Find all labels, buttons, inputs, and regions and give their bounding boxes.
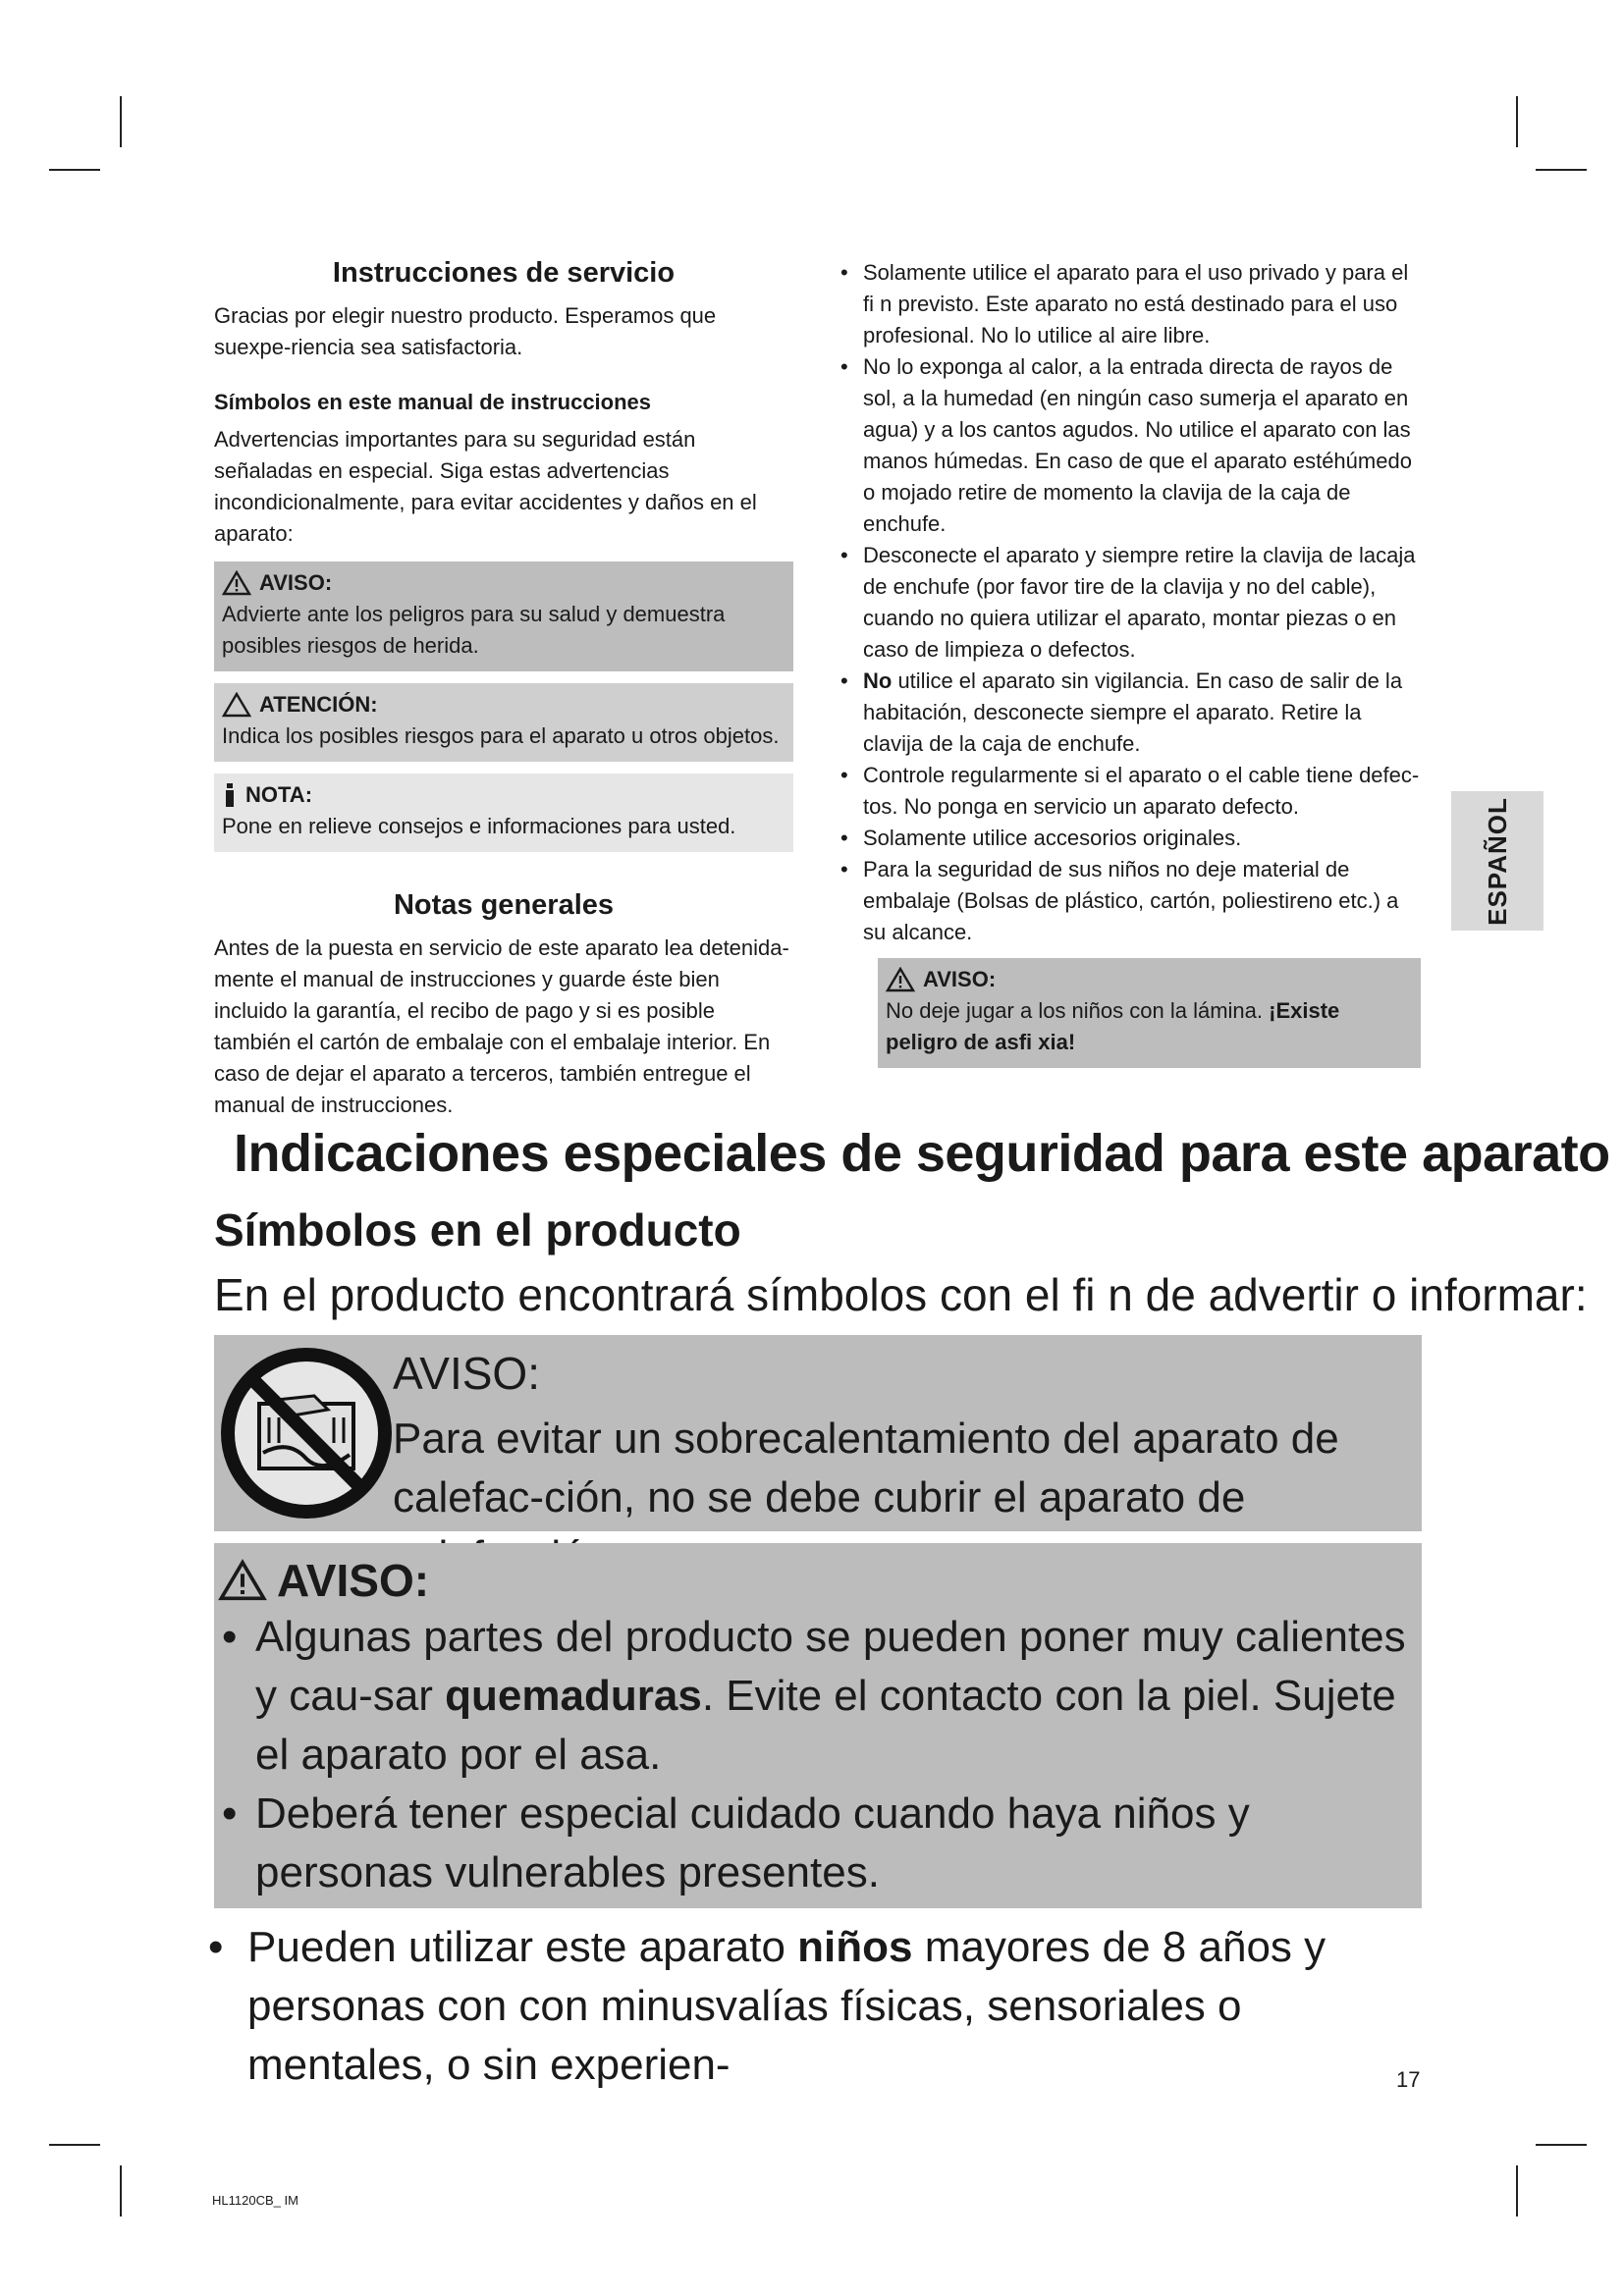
thanks-text: Gracias por elegir nuestro producto. Esperamos que suexpe-riencia sea satisfactoria. xyxy=(214,303,717,359)
big-title: Indicaciones especiales de seguridad para este aparato xyxy=(234,1124,1610,1183)
atencion-title: ATENCIÓN: xyxy=(259,692,378,717)
aviso-text: Advierte ante los peligros para su salud y demuestra posibles riesgos de herida. xyxy=(222,602,726,658)
list-item: • Para la seguridad de sus niños no deje material de embalaje (Bolsas de plástico, cartón, poliestireno etc.) a su alcance. xyxy=(837,854,1421,948)
list-item: • Desconecte el aparato y siempre retire la clavija de lacaja de enchufe (por favor tire de la clavija y no del cable), cuando no quiera utilizar el aparato, montar piezas o en caso de limpieza o defectos. xyxy=(837,540,1421,666)
nota-box xyxy=(214,774,793,852)
crop-mark xyxy=(120,2165,122,2216)
list-item: • No lo exponga al calor, a la entrada directa de rayos de sol, a la humedad (en ningún caso sumerja el aparato en agua) y a los cantos agudos. No utilice el aparato con las manos húmedas. En caso de que el aparato estéhúmedo o mojado retire de momento la clavija de la caja de enchufe. xyxy=(837,351,1421,540)
warn2-title: AVISO: xyxy=(277,1555,430,1606)
list-item: • Controle regularmente si el aparato o el cable tiene defec-tos. No ponga en servicio un aparato defecto. xyxy=(837,760,1421,823)
caution-triangle-icon xyxy=(222,692,251,718)
warning-triangle-icon xyxy=(886,967,915,992)
right-column xyxy=(837,257,1421,1068)
final-paragraph xyxy=(204,1918,1422,2095)
nota-text: Pone en relieve consejos e informaciones para usted. xyxy=(222,814,736,838)
aviso-title: AVISO: xyxy=(259,570,333,595)
symbols-heading: Símbolos en este manual de instrucciones xyxy=(214,390,652,414)
section-title-notas: Notas generales xyxy=(393,889,615,921)
no-rest: utilice el aparato sin vigilancia. En caso de salir de la habitación, desconecte siempre el aparato. Retire la clavija de la caja de enchufe. xyxy=(863,668,1403,756)
atencion-box xyxy=(214,683,793,762)
aviso-bold: ¡Existe peligro de asfi xia! xyxy=(886,998,1340,1054)
list-item: • Solamente utilice accesorios originales. xyxy=(837,823,1421,854)
crop-mark xyxy=(49,2144,100,2146)
crop-mark xyxy=(120,96,122,147)
language-tab-label: ESPAÑOL xyxy=(1482,796,1512,926)
warn1-title: AVISO: xyxy=(393,1348,540,1399)
general-text: Antes de la puesta en servicio de este aparato lea detenida-mente el manual de instrucciones y guarde éste bien incluido la garantía, el recibo de pago y si es posible también el cartón de embalaje con el embalaje interior. En caso de dejar el aparato a terceros, también entregue el manual de instrucciones. xyxy=(214,935,789,1117)
nota-title: NOTA: xyxy=(245,782,313,807)
aviso-title: AVISO: xyxy=(923,967,997,991)
atencion-text: Indica los posibles riesgos para el aparato u otros objetos. xyxy=(222,723,780,748)
safety-list xyxy=(837,257,1421,948)
crop-mark xyxy=(1536,169,1587,171)
aviso-box xyxy=(214,561,793,671)
list-item: • Solamente utilice el aparato para el uso privado y para el fi n previsto. Este aparato no está destinado para el uso profesional. No lo utilice al aire libre. xyxy=(837,257,1421,351)
crop-mark xyxy=(1516,96,1518,147)
crop-mark xyxy=(1516,2165,1518,2216)
warning-triangle-icon xyxy=(222,570,251,596)
aviso-asfixia-box xyxy=(878,958,1421,1068)
burn-warning-list xyxy=(214,1608,1412,1902)
list-item: • Pueden utilizar este aparato niños mayores de 8 años y personas con con minusvalías físicas, sensoriales o mentales, o sin experien- xyxy=(204,1918,1422,2095)
footer-code: HL1120CB_ IM xyxy=(212,2193,298,2208)
crop-mark xyxy=(49,169,100,171)
symbols-text: Advertencias importantes para su seguridad están señaladas en especial. Siga estas advertencias incondicionalmente, para evitar accidentes y daños en el aparato: xyxy=(214,427,757,546)
no-cover-warning-box xyxy=(214,1335,1422,1531)
big-intro: En el producto encontrará símbolos con el fi n de advertir o informar: xyxy=(214,1269,1588,1320)
page-number: 17 xyxy=(1396,2067,1421,2092)
left-column xyxy=(214,257,793,1121)
warn1-text: Para evitar un sobrecalentamiento del aparato de calefac-ción, no se debe cubrir el aparato de xyxy=(393,1415,1339,1522)
big-subtitle: Símbolos en el producto xyxy=(214,1204,741,1255)
crop-mark xyxy=(1536,2144,1587,2146)
warning-triangle-icon xyxy=(218,1559,267,1602)
language-tab xyxy=(1451,791,1543,931)
list-item: • Deberá tener especial cuidado cuando haya niños y personas vulnerables presentes. xyxy=(214,1785,1412,1902)
no-bold: No xyxy=(863,668,893,693)
info-icon xyxy=(222,782,238,808)
list-item xyxy=(837,666,1421,760)
list-item: • Algunas partes del producto se pueden poner muy calientes y cau-sar quemaduras. Evite el contacto con la piel. Sujete el aparato por el asa. xyxy=(214,1608,1412,1785)
aviso-text: No deje jugar a los niños con la lámina. xyxy=(886,998,1270,1023)
burn-warning-box xyxy=(214,1543,1422,1908)
section-title-instrucciones: Instrucciones de servicio xyxy=(332,257,676,289)
do-not-cover-icon xyxy=(220,1345,393,1522)
